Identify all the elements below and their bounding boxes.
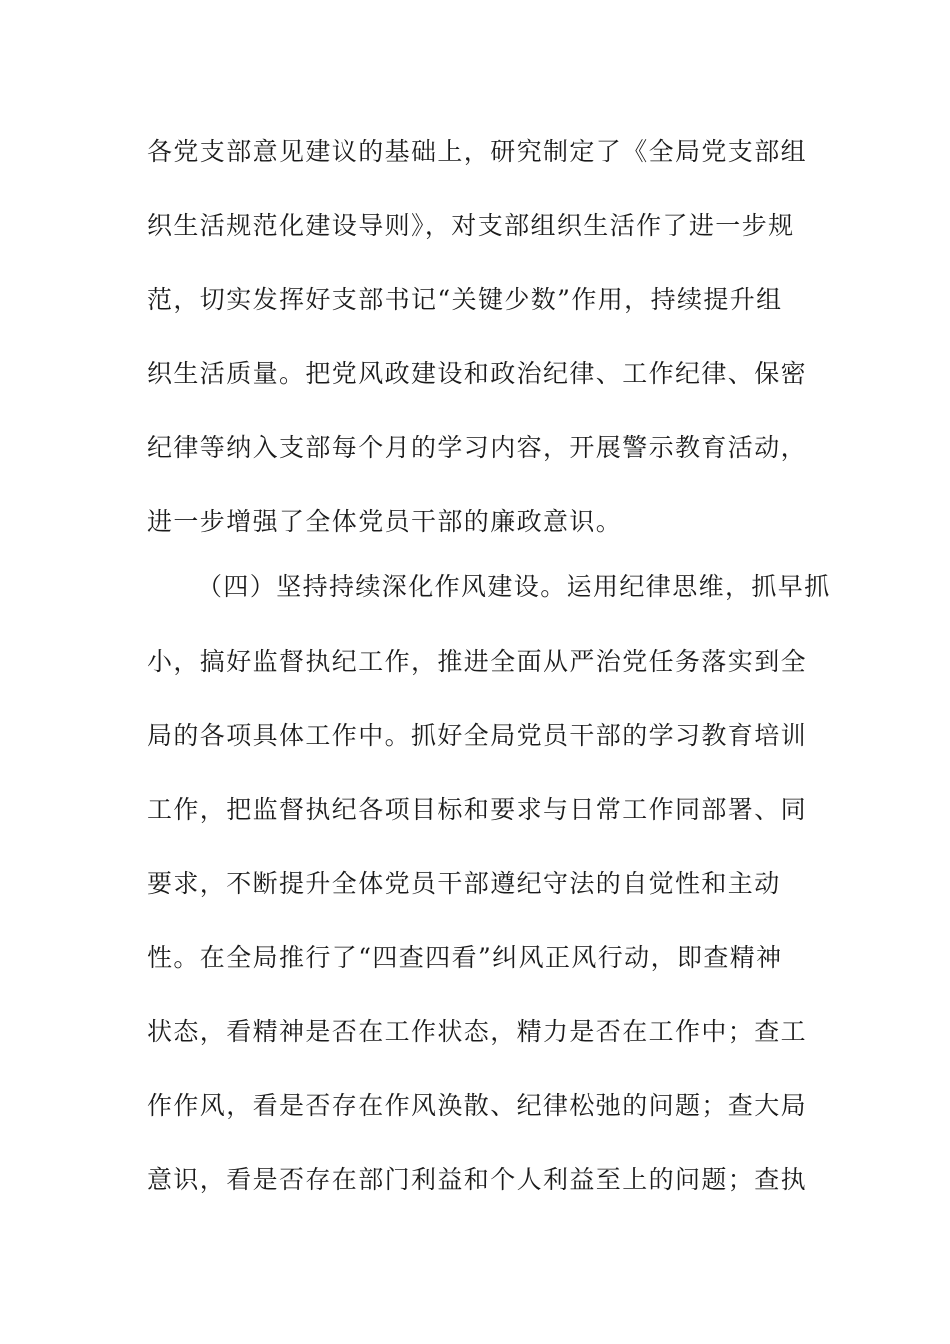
- text-line: 状态，看精神是否在工作状态，精力是否在工作中；查工: [147, 1017, 808, 1046]
- text-line: 意识，看是否存在部门利益和个人利益至上的问题；查执: [147, 1165, 808, 1194]
- text-line: 范，切实发挥好支部书记“关键少数”作用，持续提升组: [147, 285, 783, 314]
- text-line: 进一步增强了全体党员干部的廉政意识。: [147, 507, 623, 536]
- text-line: 局的各项具体工作中。抓好全局党员干部的学习教育培训: [147, 721, 808, 750]
- text-line: 各党支部意见建议的基础上，研究制定了《全局党支部组: [147, 137, 808, 166]
- text-line: 织生活规范化建设导则》，对支部组织生活作了进一步规: [147, 211, 795, 240]
- text-line: 织生活质量。把党风政建设和政治纪律、工作纪律、保密: [147, 359, 808, 388]
- text-line: 作作风，看是否存在作风涣散、纪律松弛的问题；查大局: [147, 1091, 808, 1120]
- text-line: 小，搞好监督执纪工作，推进全面从严治党任务落实到全: [147, 647, 808, 676]
- text-line: 工作，把监督执纪各项目标和要求与日常工作同部署、同: [147, 795, 808, 824]
- section-heading-line: （四）坚持持续深化作风建设。运用纪律思维，抓早抓: [197, 572, 831, 601]
- text-line: 性。在全局推行了“四查四看”纠风正风行动，即查精神: [147, 943, 783, 972]
- text-line: 要求，不断提升全体党员干部遵纪守法的自觉性和主动: [147, 869, 781, 898]
- text-line: 纪律等纳入支部每个月的学习内容，开展警示教育活动，: [147, 433, 808, 462]
